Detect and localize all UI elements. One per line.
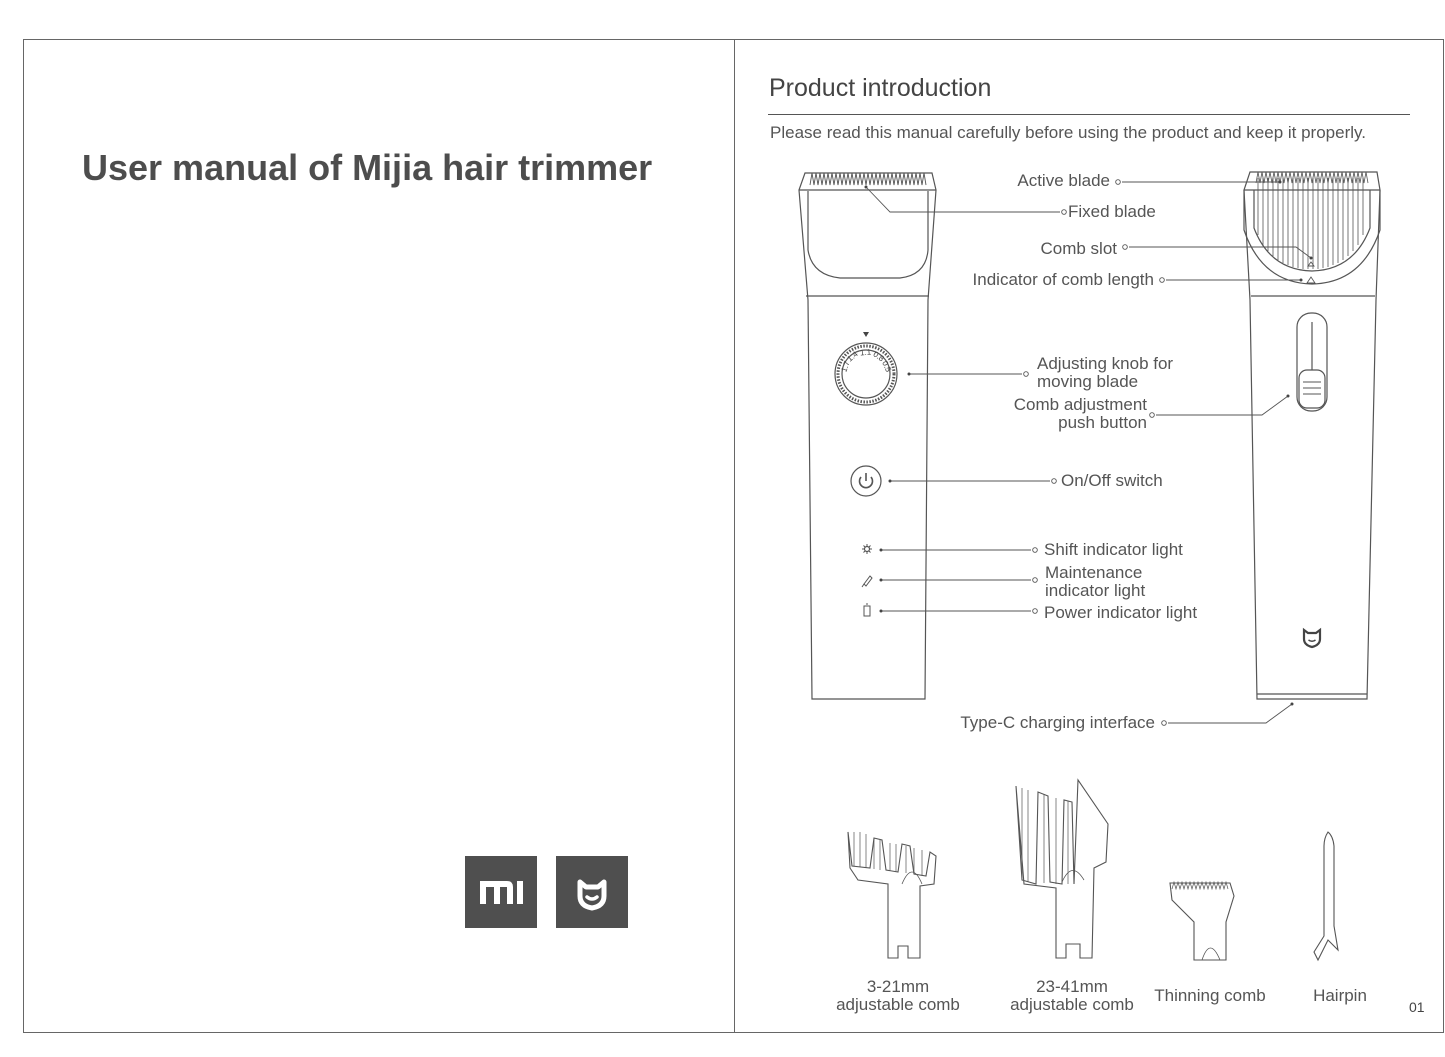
knob-scale-1-7: 1.7 — [839, 359, 852, 374]
manual-title: User manual of Mijia hair trimmer — [82, 147, 653, 188]
knob-scale-0-8: 0.8 — [871, 349, 886, 364]
thinning-comb-illustration — [1170, 882, 1234, 960]
accessory-label-hairpin: Hairpin — [1313, 986, 1367, 1005]
label-comb-slot: Comb slot — [1040, 239, 1117, 258]
comb-3-21-illustration — [848, 832, 936, 958]
trimmer-back-illustration — [1244, 172, 1380, 699]
label-maintenance-line2: indicator light — [1045, 581, 1146, 600]
hairpin-illustration — [1314, 832, 1338, 960]
section-subtitle: Please read this manual carefully before using the product and keep it properly. — [770, 123, 1366, 142]
comb-23-41-illustration — [1016, 780, 1108, 958]
accessory-label-3-21: 3-21mm adjustable comb — [836, 977, 960, 1014]
page-number: 01 — [1409, 999, 1425, 1015]
label-comb-adjustment-line1: Comb adjustment — [1013, 395, 1147, 414]
label-active-blade: Active blade — [1017, 171, 1110, 190]
label-power-indicator: Power indicator light — [1044, 603, 1198, 622]
section-title: Product introduction — [769, 74, 992, 102]
knob-scale-1-1: 1.1 — [859, 347, 872, 358]
label-comb-adjustment-line2: push button — [1058, 413, 1147, 432]
leader-lines — [865, 180, 1313, 726]
label-indicator-comb-length: Indicator of comb length — [972, 270, 1154, 289]
label-maintenance-line1: Maintenance — [1045, 563, 1143, 582]
label-fixed-blade: Fixed blade — [1068, 202, 1156, 221]
label-shift-indicator: Shift indicator light — [1044, 540, 1183, 559]
knob-scale-1-4: 1.4 — [845, 349, 860, 364]
knob-scale-0-5: 0.5 — [880, 359, 893, 374]
label-onoff-switch: On/Off switch — [1061, 471, 1163, 490]
label-adjusting-knob-line2: moving blade — [1037, 372, 1139, 391]
label-adjusting-knob-line1: Adjusting knob for — [1037, 354, 1174, 373]
label-typec-interface: Type-C charging interface — [960, 713, 1155, 732]
accessory-label-thinning: Thinning comb — [1154, 986, 1266, 1005]
trimmer-front-illustration — [799, 173, 936, 699]
accessory-label-23-41: 23-41mm adjustable comb — [1010, 977, 1134, 1014]
